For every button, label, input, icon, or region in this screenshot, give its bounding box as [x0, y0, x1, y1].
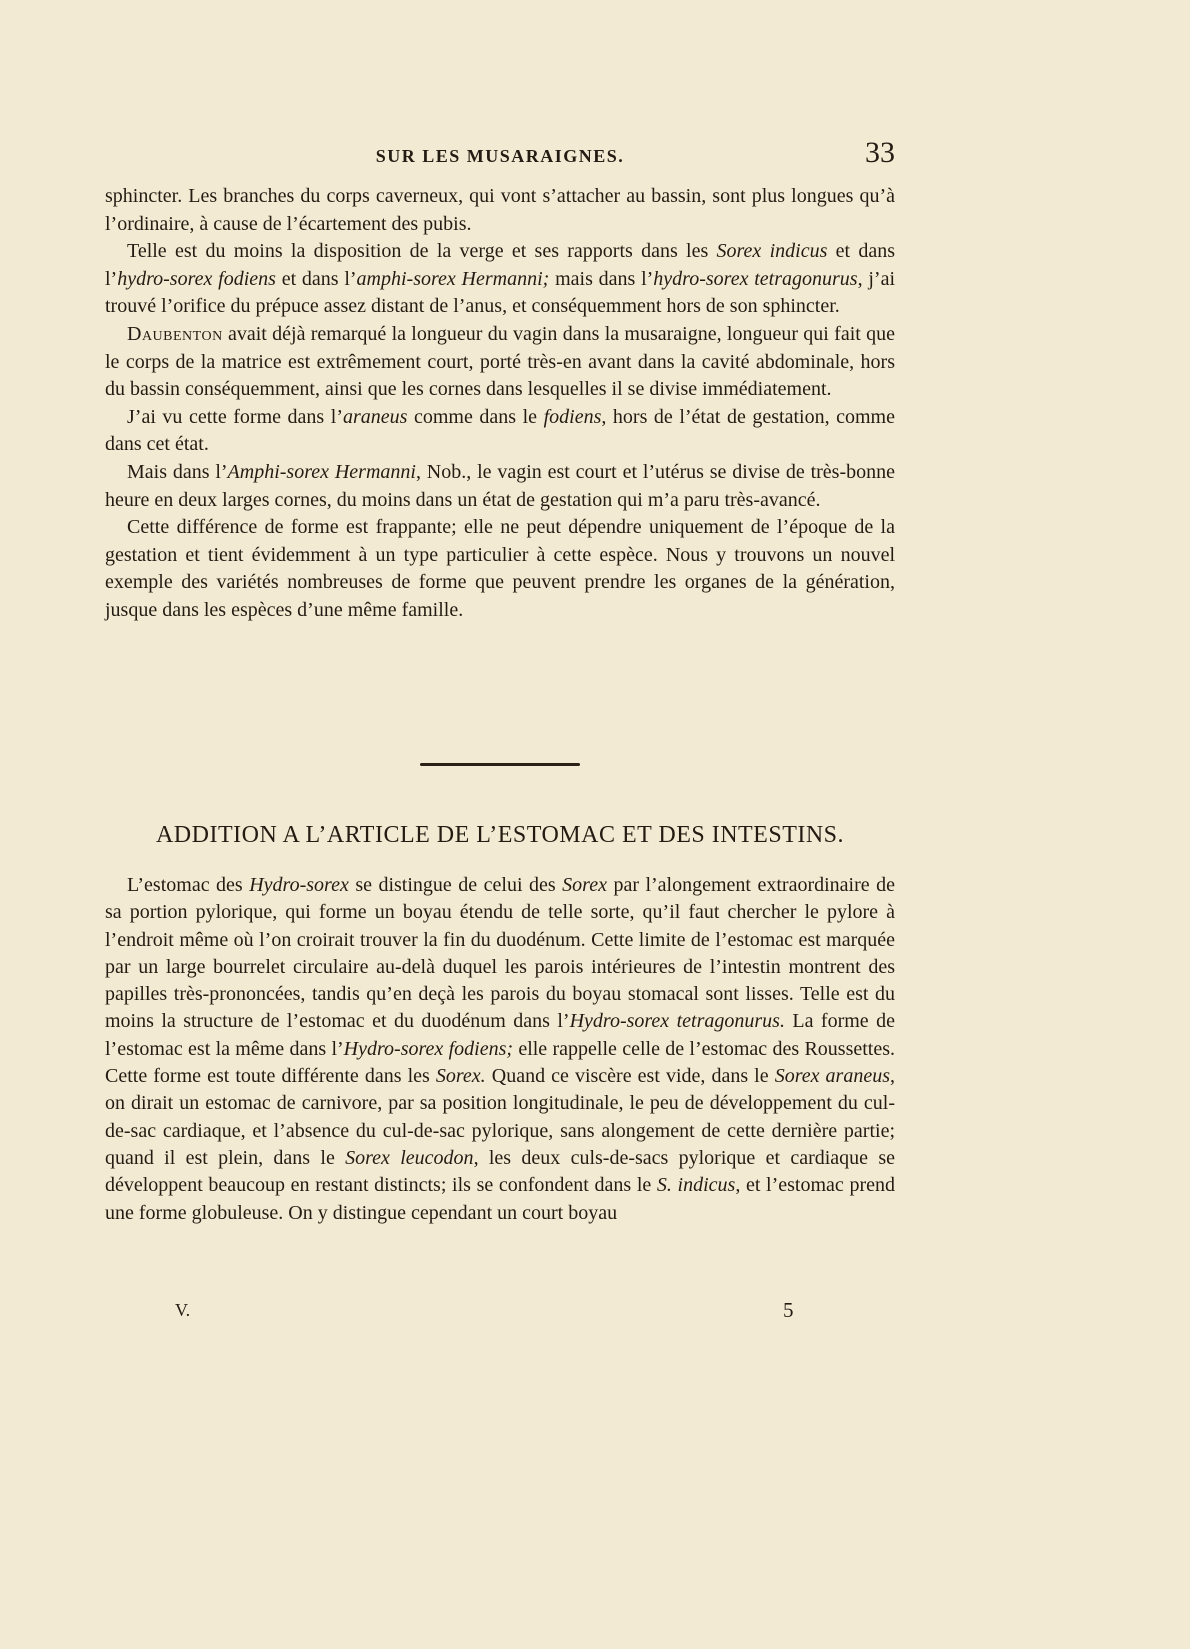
- paragraph-2-segment-2: et dans l’: [105, 240, 895, 290]
- stomach-segment-14: , les deux culs-de-sacs pylorique et cardiaque se développent beaucoup en restant distincts; ils se confondent dans le: [105, 1146, 896, 1197]
- folio-number: 5: [783, 1298, 794, 1322]
- section-divider: [420, 763, 580, 766]
- stomach-segment-2: se distingue de celui des: [348, 874, 563, 896]
- taxon-hydro-sorex-fodiens-2: Hydro-sorex fodiens;: [343, 1037, 514, 1060]
- paragraph-4-segment-0: J’ai vu cette forme dans l’: [127, 405, 343, 428]
- author-daubenton: Daubenton: [127, 322, 223, 345]
- stomach-segment-0: L’estomac des: [127, 874, 250, 896]
- taxon-sorex-araneus: Sorex araneus: [774, 1065, 890, 1088]
- stomach-paragraph: [105, 872, 895, 1227]
- taxon-araneus: araneus: [342, 405, 408, 428]
- taxon-sorex-indicus: Sorex indicus: [716, 240, 828, 263]
- stomach-segment-8: elle rappelle celle de l’estomac des Roussettes. Cette forme est toute différente dans les: [105, 1037, 895, 1088]
- stomach-segment-6: La forme de l’estomac est la même dans l’: [105, 1010, 895, 1060]
- paragraph-5-segment-2: , Nob., le vagin est court et l’utérus se divise de très-bonne heure en deux larges cornes, du moins dans un état de gestation qui m’a paru très-avancé.: [105, 460, 895, 511]
- taxon-hydro-sorex-fodiens: hydro-sorex fodiens: [117, 267, 276, 290]
- running-head: [105, 138, 895, 178]
- paragraph-2-segment-6: mais dans l’: [549, 267, 654, 290]
- stomach-segment-4: par l’alongement extraordinaire de sa portion pylorique, qui forme un boyau étendu de telle sorte, qu’il faut chercher le pylore à l’endroit même où l’on croirait trouver la fin du duodénum. Cette limite de l’estomac est marquée par un large bourrelet circulaire au-delà duquel les parois intérieures de l’intestin montrent des papilles très-prononcées, tandis qu’en deçà les parois du boyau stomacal sont lisses. Telle est du moins la structure de l’estomac et du duodénum dans l’: [105, 874, 895, 1033]
- paragraph-4-segment-4: , hors de l’état de gestation, comme dans cet état.: [105, 405, 895, 456]
- stomach-segment-16: , et l’estomac prend une forme globuleuse. On y distingue cependant un court boyau: [105, 1174, 895, 1224]
- paragraph-4-segment-2: comme dans le: [407, 405, 544, 428]
- taxon-sorex-2: Sorex.: [435, 1065, 486, 1088]
- taxon-amphi-sorex-hermanni-2: Amphi-sorex Hermanni: [227, 460, 416, 483]
- paragraph-4: [105, 404, 895, 459]
- taxon-sorex: Sorex: [562, 874, 607, 896]
- section-heading: ADDITION A L’ARTICLE DE L’ESTOMAC ET DES INTESTINS.: [155, 822, 845, 848]
- taxon-hydro-sorex: Hydro-sorex: [249, 874, 349, 896]
- taxon-sorex-leucodon: Sorex leucodon: [345, 1146, 474, 1169]
- paragraph-3: [105, 321, 895, 404]
- paragraph-5: [105, 459, 895, 514]
- stomach-segment-10: Quand ce viscère est vide, dans le: [485, 1065, 775, 1088]
- taxon-hydro-sorex-tetragonurus-2: Hydro-sorex tetragonurus.: [569, 1010, 785, 1033]
- signature-mark: V.: [175, 1300, 191, 1320]
- paragraph-5-segment-0: Mais dans l’: [127, 460, 228, 483]
- stomach-segment-12: , on dirait un estomac de carnivore, par sa position longitudinale, le peu de développement du cul-de-sac cardiaque, et l’absence du cul-de-sac pylorique, sans alongement de cette dernière partie; quand il est plein, dans le: [105, 1065, 895, 1169]
- taxon-hydro-sorex-tetragonurus: hydro-sorex tetragonurus: [653, 267, 858, 290]
- paragraph-6: [105, 514, 895, 624]
- paragraph-3-segment-1: avait déjà remarqué la longueur du vagin dans la musaraigne, longueur qui fait que le corps de la matrice est extrêmement court, porté très-en avant dans la cavité abdominale, hors du bassin conséquemment, ainsi que les cornes dans lesquelles il se divise immédiatement.: [105, 322, 895, 401]
- paragraph-2-segment-0: Telle est du moins la disposition de la verge et ses rapports dans les: [127, 240, 717, 263]
- running-title: SUR LES MUSARAIGNES.: [375, 146, 625, 166]
- taxon-amphi-sorex-hermanni: amphi-sorex Hermanni;: [356, 267, 550, 290]
- page-number: 33: [865, 136, 895, 169]
- top-body-text: [105, 183, 895, 625]
- paragraph-2-segment-8: , j’ai trouvé l’orifice du prépuce assez distant de l’anus, et conséquemment hors de son sphincter.: [105, 267, 895, 318]
- taxon-s-indicus: S. indicus: [656, 1174, 736, 1197]
- paragraph-6-text: Cette différence de forme est frappante; elle ne peut dépendre uniquement de l’époque de la gestation et tient évidemment à un type particulier à cette espèce. Nous y trouvons un nouvel exemple des variétés nombreuses de forme que peuvent prendre les organes de la génération, jusque dans les espèces d’une même famille.: [105, 516, 895, 621]
- bottom-body-text: [105, 872, 895, 1227]
- paragraph-1: [105, 183, 895, 238]
- paragraph-1-text: sphincter. Les branches du corps caverneux, qui vont s’attacher au bassin, sont plus longues qu’à l’ordinaire, à cause de l’écartement des pubis.: [105, 185, 895, 235]
- paragraph-2: [105, 238, 895, 321]
- paragraph-2-segment-4: et dans l’: [275, 267, 357, 290]
- taxon-fodiens: fodiens: [543, 405, 602, 428]
